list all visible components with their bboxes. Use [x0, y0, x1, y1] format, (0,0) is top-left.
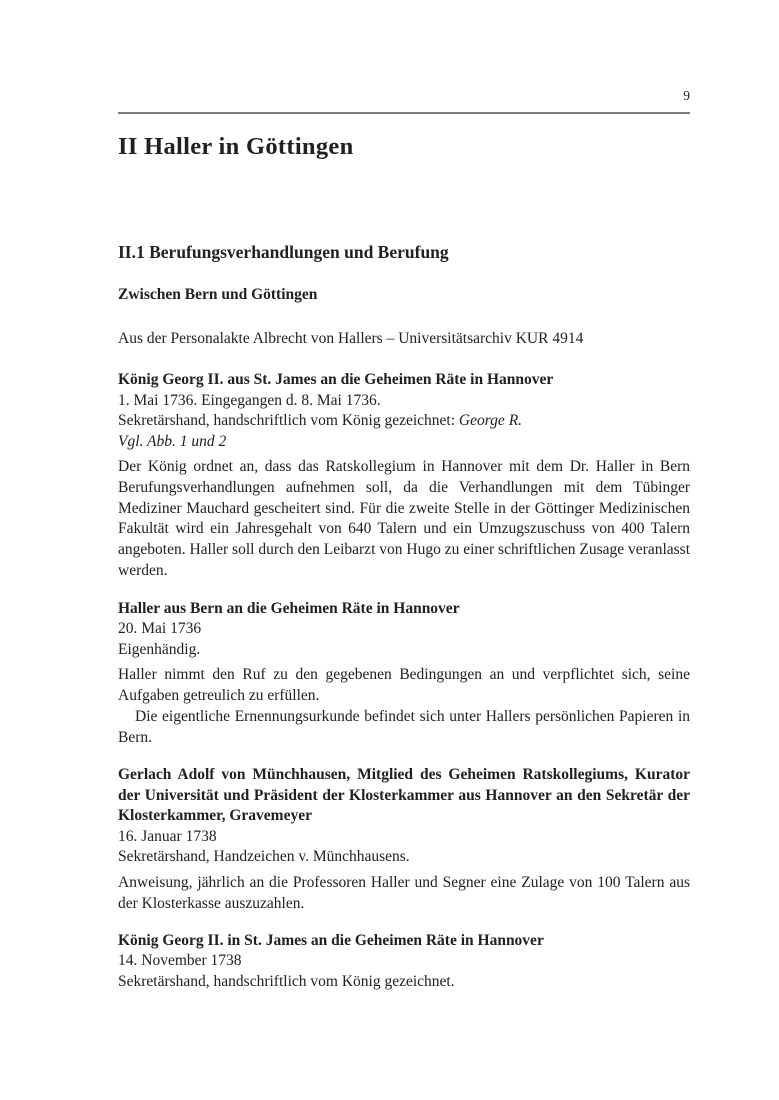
royal-signature: George R.	[458, 412, 523, 429]
entry-hand-line: Sekretärshand, Handzeichen v. Münchhausens.	[118, 848, 410, 866]
document-entry	[118, 931, 690, 993]
entry-summary: Haller nimmt den Ruf zu den gegebenen Bedingungen an und verpflichtet sich, seine Aufgaben getreulich zu erfüllen.	[118, 666, 690, 705]
entry-heading: König Georg II. in St. James an die Geheimen Räte in Hannover	[118, 931, 544, 949]
header-rule	[118, 112, 690, 114]
section-title: II.1 Berufungsverhandlungen und Berufung	[118, 242, 449, 262]
figure-reference: Vgl. Abb. 1 und 2	[118, 432, 227, 450]
archive-source-line: Aus der Personalakte Albrecht von Hallers – Universitätsarchiv KUR 4914	[118, 330, 584, 347]
entry-summary: Der König ordnet an, dass das Ratskollegium in Hannover mit dem Dr. Haller in Bern Berufungsverhandlungen aufnehmen soll, da die Verhandlungen mit dem Tübinger Mediziner Mauchard gescheitert sind. Für die zweite Stelle in der Göttinger Medizinischen Fakultät wird ein Jahresgehalt von 640 Talern und ein Umzugszuschuss von 400 Talern angeboten. Haller soll durch den Leibarzt von Hugo zu einer schriftlichen Zusage veranlasst werden.	[118, 458, 691, 579]
entry-hand-line	[118, 411, 690, 432]
subsection-title: Zwischen Bern und Göttingen	[118, 286, 318, 303]
entry-date-line: 1. Mai 1736. Eingegangen d. 8. Mai 1736.	[118, 391, 381, 409]
page-content-column	[118, 88, 690, 992]
entry-hand-text: Sekretärshand, handschriftlich vom König gezeichnet:	[118, 412, 459, 429]
document-entry	[118, 370, 690, 582]
entry-heading: König Georg II. aus St. James an die Geheimen Räte in Hannover	[118, 371, 554, 388]
document-entry	[118, 765, 690, 914]
entry-date-line: 16. Januar 1738	[118, 827, 217, 845]
entry-summary: Anweisung, jährlich an die Professoren Haller und Segner eine Zulage von 100 Talern aus der Klosterkasse auszuzahlen.	[118, 873, 690, 912]
page-number: 9	[683, 88, 690, 103]
entry-heading: Haller aus Bern an die Geheimen Räte in Hannover	[118, 599, 460, 617]
document-entry	[118, 599, 690, 749]
entry-hand-line: Sekretärshand, handschriftlich vom König gezeichnet.	[118, 972, 455, 990]
entry-summary: Die eigentliche Ernennungsurkunde befindet sich unter Hallers persönlichen Papieren in Bern.	[118, 707, 690, 746]
entry-date-line: 14. November 1738	[118, 952, 242, 970]
entry-date-line: 20. Mai 1736	[118, 620, 202, 638]
entry-heading: Gerlach Adolf von Münchhausen, Mitglied des Geheimen Ratskollegiums, Kurator der Universität und Präsident der Klosterkammer aus Hannover an den Sekretär der Klosterkammer, Gravemeyer	[118, 766, 690, 825]
entry-hand-line: Eigenhändig.	[118, 640, 201, 658]
chapter-title: II Haller in Göttingen	[118, 133, 354, 160]
